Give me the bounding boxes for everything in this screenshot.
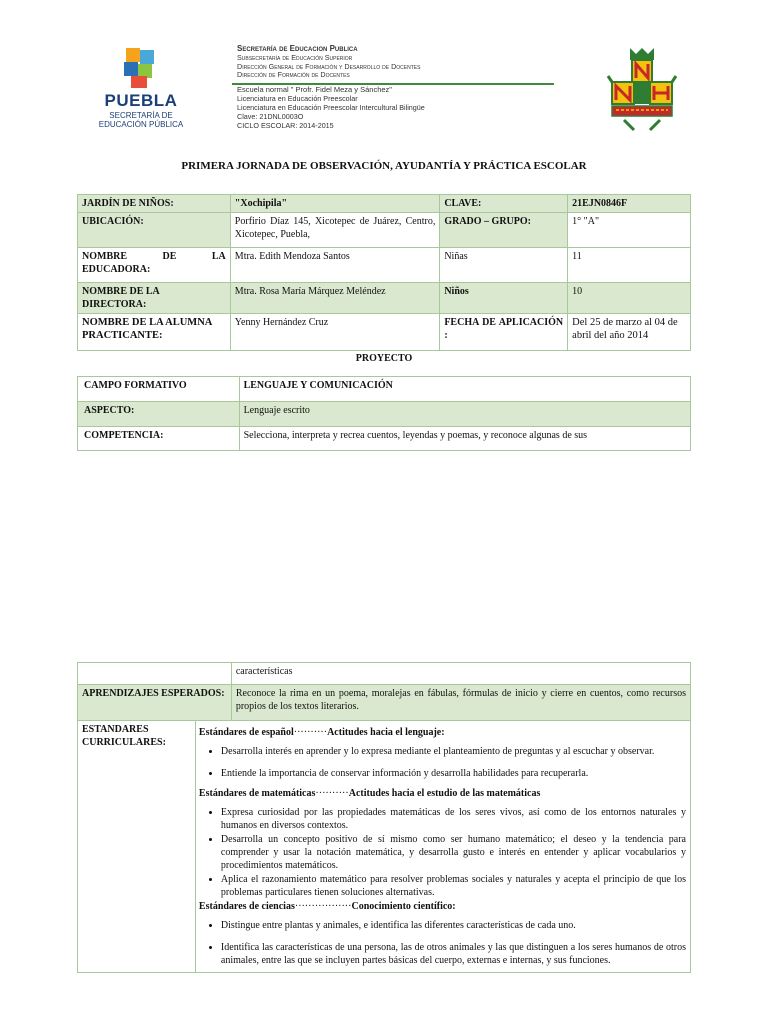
puebla-wordmark: PUEBLA [104, 91, 178, 110]
header-line: Clave: 21DNL0003O [237, 111, 304, 121]
educadora-value: Mtra. Edith Mendoza Santos [230, 248, 440, 283]
cubes-icon [124, 48, 154, 90]
jardin-value: "Xochipila" [230, 195, 440, 213]
list-item: • Desarrolla interés en aprender y lo expresa mediante el planteamiento de preguntas y al escuchar y observar. [221, 745, 686, 758]
estandares-label: ESTANDARES CURRICULARES: [78, 721, 196, 973]
clave-label: CLAVE: [440, 195, 568, 213]
institution-header [237, 45, 557, 80]
grado-value: 1° "A" [568, 213, 691, 248]
table-row [78, 427, 691, 451]
table-row [78, 283, 691, 314]
competencia-value: Selecciona, interpreta y recrea cuentos, leyendas y poemas, y reconoce algunas de sus [239, 427, 690, 451]
grado-label: GRADO – GRUPO: [440, 213, 568, 248]
list-item: • Distingue entre plantas y animales, e identifica las diferentes características de cada uno. [221, 919, 686, 932]
directora-value: Mtra. Rosa María Márquez Meléndez [230, 283, 440, 314]
clave-value: 21EJN0846F [568, 195, 691, 213]
ubicacion-label: UBICACIÓN: [78, 213, 231, 248]
aspecto-label: ASPECTO: [78, 402, 240, 427]
table-row [78, 685, 691, 721]
ciencias-list [199, 919, 686, 967]
espanol-heading: Estándares de español··········Actitudes hacia el lenguaje: [198, 727, 445, 738]
puebla-logo [96, 48, 186, 130]
list-item: • Entiende la importancia de conservar información y desarrolla habilidades para recuperarla. [221, 767, 686, 780]
fecha-value: Del 25 de marzo al 04 de abril del año 2014 [568, 314, 691, 351]
header-line: Dirección de Formación de Docentes [237, 70, 350, 80]
header-line: CICLO ESCOLAR: 2014-2015 [237, 120, 334, 130]
directora-label: NOMBRE DE LA DIRECTORA: [78, 283, 231, 314]
list-item: • Desarrolla un concepto positivo de sí mismo como ser humano matemático; el deseo y la tendencia para comprender y usar la notación matemática, y desarrolla gusto e interés en entender y aplicar vocabularios y procedimientos matemáticos. [221, 833, 686, 872]
header-line: Secretaría de Educacion Publica [237, 44, 358, 53]
aspecto-value: Lenguaje escrito [239, 402, 690, 427]
list-item: • Aplica el razonamiento matemático para resolver problemas sociales y naturales y acepta el principio de que los problemas particulares tienen soluciones alternativas. [221, 873, 686, 899]
school-emblem-icon [606, 46, 678, 134]
table-row [78, 377, 691, 402]
proyecto-heading: PROYECTO [355, 353, 413, 364]
ninos-label: Niños [440, 283, 568, 314]
table-row [78, 314, 691, 351]
ubicacion-value: Porfirio Díaz 145, Xicotepec de Juárez, Centro, Xicotepec, Puebla, [230, 213, 440, 248]
mate-heading: Estándares de matemáticas··········Actitudes hacia el estudio de las matemáticas [198, 788, 541, 799]
table-row [78, 663, 691, 685]
school-header [237, 86, 557, 131]
educadora-label: NOMBRE DE LA EDUCADORA: [78, 248, 231, 283]
header-line: Dirección General de Formación y Desarrollo de Docentes [237, 61, 421, 71]
table-row [78, 248, 691, 283]
document-title: PRIMERA JORNADA DE OBSERVACIÓN, AYUDANTÍA Y PRÁCTICA ESCOLAR [181, 160, 587, 172]
empty-cell [78, 663, 232, 685]
header-line: Licenciatura en Educación Preescolar Intercultural Bilingüe [237, 102, 425, 112]
alumna-value: Yenny Hernández Cruz [230, 314, 440, 351]
jardin-label: JARDÍN DE NIÑOS: [78, 195, 231, 213]
fecha-label: FECHA DE APLICACIÓN : [440, 314, 568, 351]
competencia-continuation: características [231, 663, 690, 685]
header-line: Escuela normal " Profr. Fidel Meza y Sánchez" [237, 85, 392, 94]
table-row [78, 402, 691, 427]
ciencias-heading: Estándares de ciencias·················Conocimiento científico: [198, 901, 456, 912]
puebla-subtitle: SECRETARÍA DE EDUCACIÓN PÚBLICA [98, 111, 184, 129]
estandares-content [195, 721, 690, 973]
campo-label: CAMPO FORMATIVO [78, 377, 240, 402]
table-row [78, 721, 691, 973]
standards-table [77, 662, 691, 973]
alumna-label: NOMBRE DE LA ALUMNA PRACTICANTE: [78, 314, 231, 351]
list-item: • Expresa curiosidad por las propiedades matemáticas de los seres vivos, así como de los entornos naturales y humanos en diversos contextos. [221, 806, 686, 832]
header-line: Licenciatura en Educación Preescolar [237, 93, 358, 103]
ninos-value: 10 [568, 283, 691, 314]
aprendizajes-label: APRENDIZAJES ESPERADOS: [78, 685, 232, 721]
table-row [78, 213, 691, 248]
campo-value: LENGUAJE Y COMUNICACIÓN [239, 377, 690, 402]
header-line: Subsecretaría de Educación Superior [237, 52, 353, 62]
table-row [78, 195, 691, 213]
mate-list [199, 806, 686, 899]
espanol-list [199, 745, 686, 780]
ninas-label: Niñas [440, 248, 568, 283]
ninas-value: 11 [568, 248, 691, 283]
list-item: • Identifica las características de una persona, las de otros animales y las que distinguen a los seres humanos de otros animales, entre las que se incluyen partes básicas del cuerpo, externas e internas, y sus funciones. [221, 941, 686, 967]
competencia-label: COMPETENCIA: [78, 427, 240, 451]
info-table [77, 194, 691, 351]
project-table [77, 376, 691, 451]
aprendizajes-value: Reconoce la rima en un poema, moralejas en fábulas, fórmulas de inicio y cierre en cuentos, como recursos propios de los textos literarios. [231, 685, 690, 721]
